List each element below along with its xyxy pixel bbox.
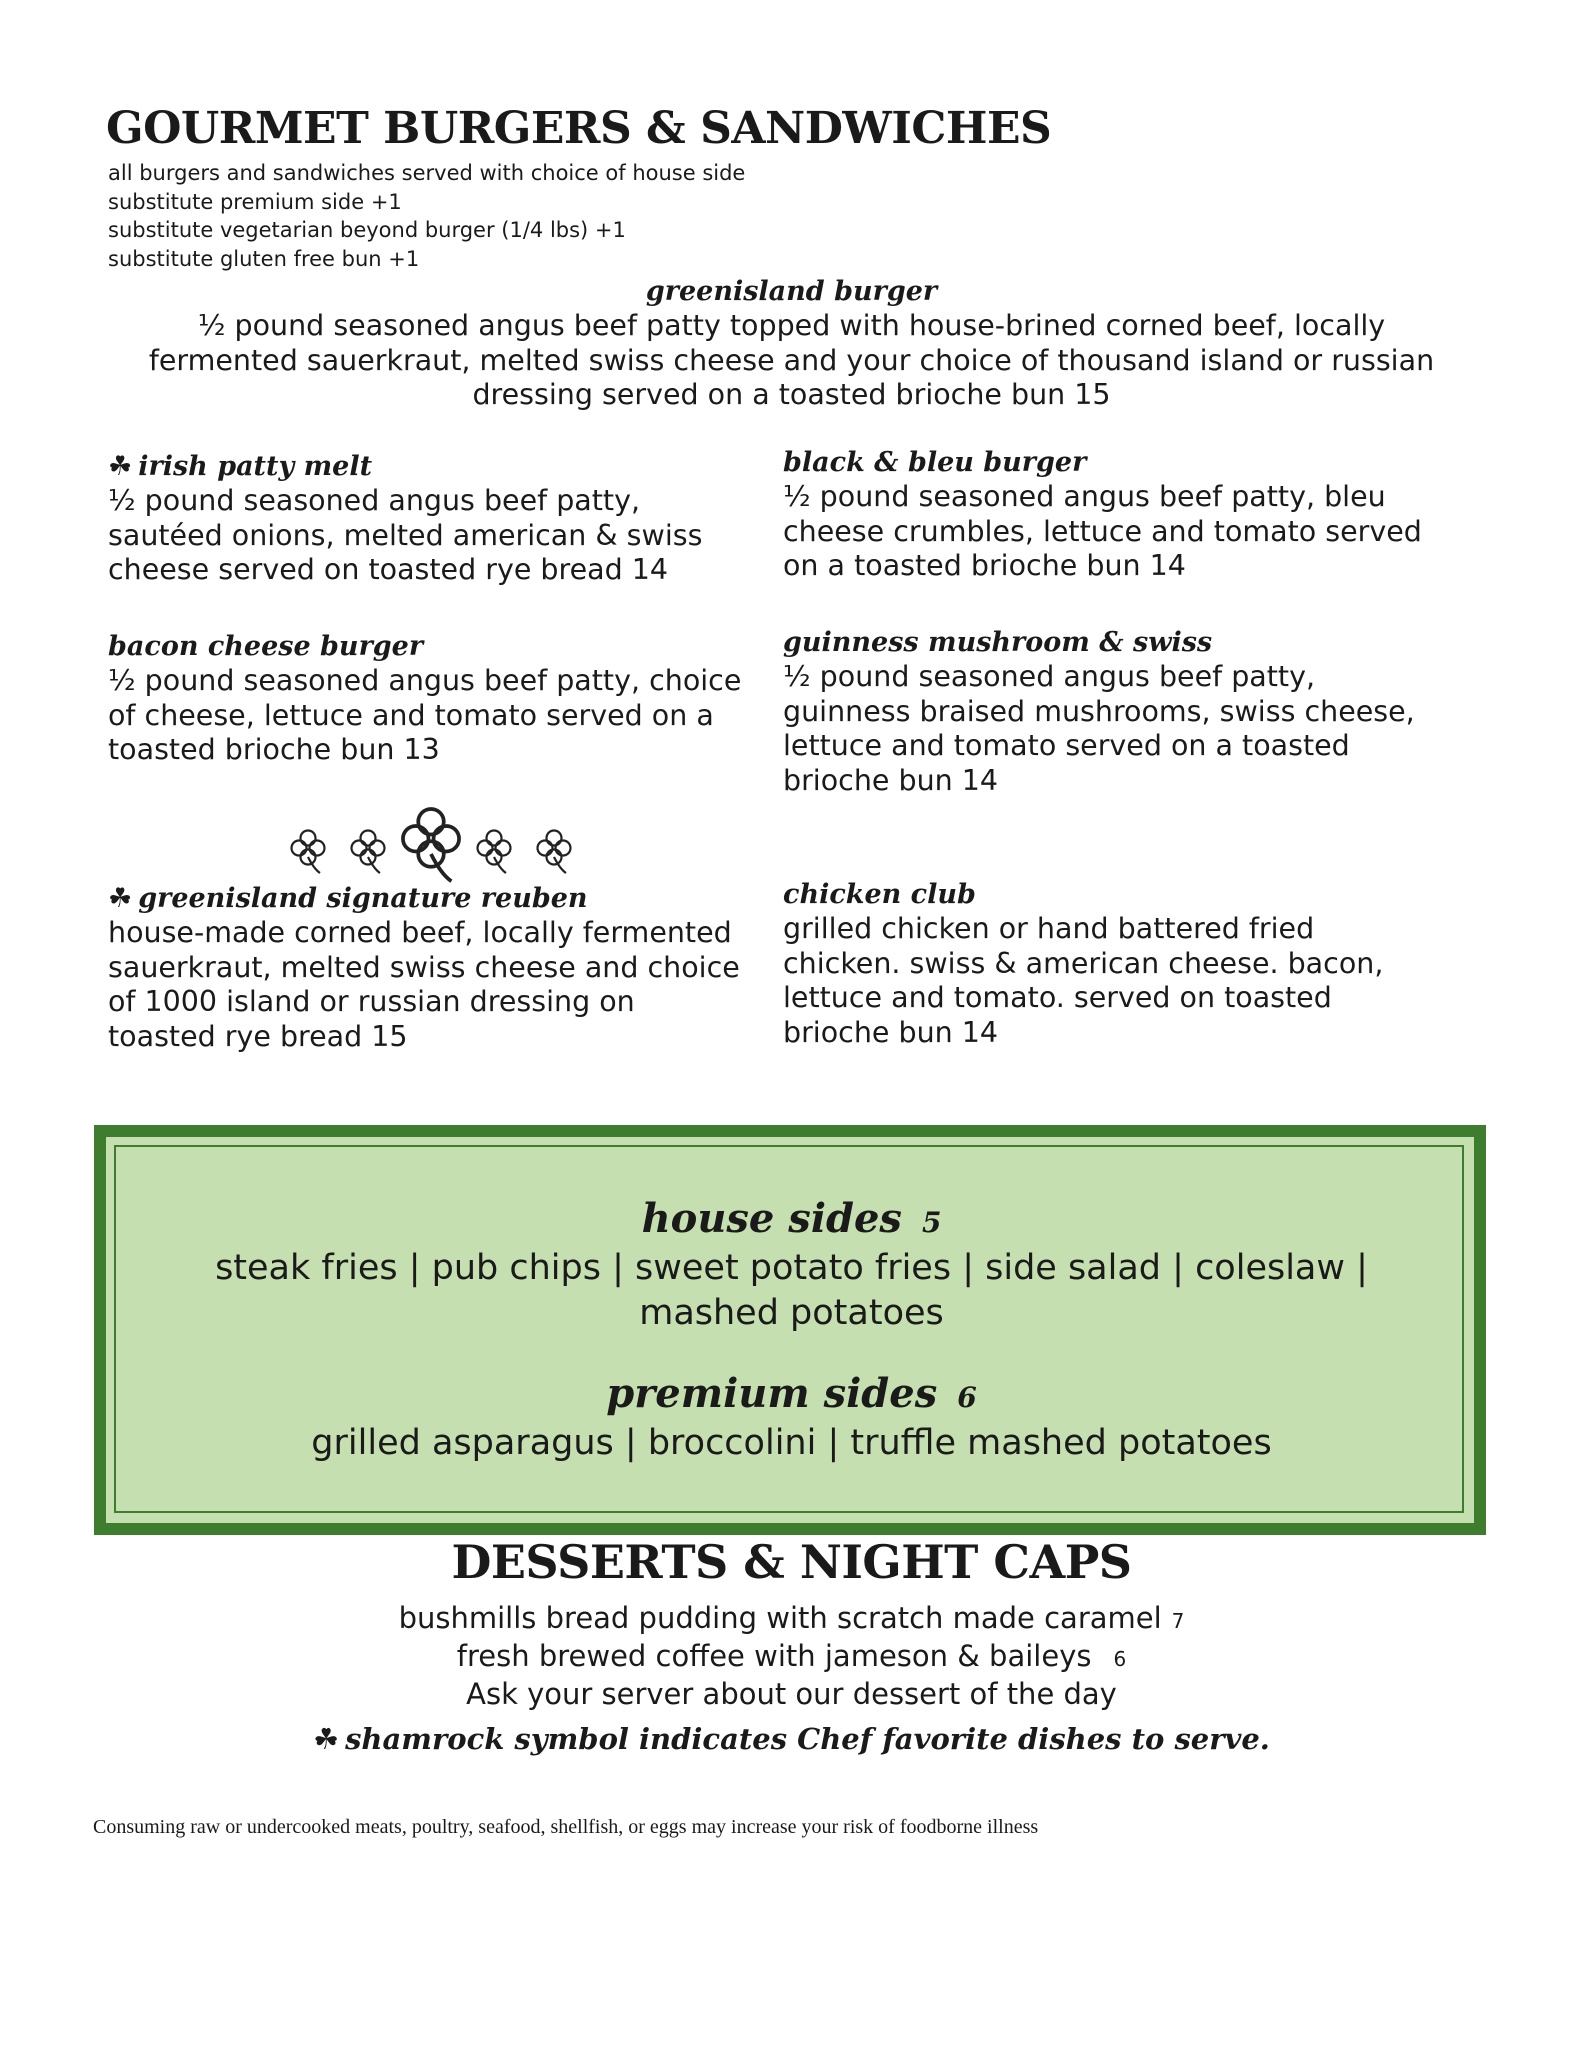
menu-item bbox=[108, 882, 748, 1054]
premium-sides-price: 6 bbox=[957, 1381, 977, 1414]
featured-item-description: ½ pound seasoned angus beef patty topped with house-brined corned beef, locally fermented sauerkraut, melted swiss cheese and your choice of thousand island or russian dressing served on a toasted brioche bun 15 bbox=[148, 309, 1435, 411]
dessert-item-price: 6 bbox=[1113, 1647, 1127, 1671]
note-line: substitute vegetarian beyond burger (1/4 lbs) +1 bbox=[108, 218, 626, 242]
dessert-of-the-day: Ask your server about our dessert of the day bbox=[466, 1677, 1117, 1711]
menu-item-description: ½ pound seasoned angus beef patty, bleu cheese crumbles, lettuce and tomato served on a toasted brioche bun 14 bbox=[783, 480, 1422, 582]
menu-item bbox=[108, 630, 748, 768]
premium-sides-title: premium sides bbox=[606, 1370, 938, 1417]
dessert-item bbox=[0, 1600, 1583, 1639]
note-line: substitute gluten free bun +1 bbox=[108, 246, 420, 271]
note-line: substitute premium side +1 bbox=[108, 189, 402, 214]
menu-item-title: irish patty melt bbox=[138, 451, 373, 482]
menu-item-description: ½ pound seasoned angus beef patty, choice of cheese, lettuce and tomato served on a toasted brioche bun 13 bbox=[108, 664, 742, 766]
menu-item-name: black & bleu burger bbox=[783, 447, 1087, 478]
premium-sides-heading bbox=[0, 1370, 1583, 1417]
house-sides-price: 5 bbox=[921, 1206, 942, 1239]
menu-item-description: ½ pound seasoned angus beef patty, guinness braised mushrooms, swiss cheese, lettuce and tomato served on a toasted brioche bun 14 bbox=[783, 660, 1415, 797]
chef-note-text: shamrock symbol indicates Chef favorite dishes to serve. bbox=[345, 1722, 1270, 1756]
food-safety-disclaimer: Consuming raw or undercooked meats, poultry, seafood, shellfish, or eggs may increase your risk of foodborne illness bbox=[93, 1816, 1039, 1838]
note-line: all burgers and sandwiches served with choice of house side bbox=[108, 161, 746, 185]
house-sides-heading bbox=[0, 1195, 1583, 1242]
section-notes bbox=[108, 159, 745, 273]
menu-item bbox=[783, 878, 1423, 1050]
house-sides-list: steak fries | pub chips | sweet potato fries | side salad | coleslaw | mashed potatoes bbox=[215, 1248, 1368, 1333]
dessert-item-price: 7 bbox=[1171, 1609, 1185, 1633]
desserts-title: DESSERTS & NIGHT CAPS bbox=[451, 1535, 1132, 1589]
menu-item-description: house-made corned beef, locally fermented sauerkraut, melted swiss cheese and choice of 1000 island or russian dressing on toasted rye bread 15 bbox=[108, 916, 740, 1053]
dessert-item-name: bushmills bread pudding with scratch made caramel bbox=[398, 1601, 1162, 1635]
chef-note bbox=[0, 1722, 1583, 1756]
menu-item bbox=[108, 450, 748, 588]
menu-item-description: ½ pound seasoned angus beef patty, sautéed onions, melted american & swiss cheese served on toasted rye bread 14 bbox=[108, 484, 703, 586]
shamrock-icon: ☘ bbox=[108, 883, 133, 914]
menu-item-name bbox=[108, 882, 748, 916]
dessert-item bbox=[0, 1638, 1583, 1677]
menu-item-title: greenisland signature reuben bbox=[138, 883, 588, 914]
menu-item bbox=[783, 446, 1423, 584]
menu-item-name: guinness mushroom & swiss bbox=[783, 627, 1213, 658]
menu-item-description: grilled chicken or hand battered fried chicken. swiss & american cheese. bacon, lettuce and tomato. served on toasted brioche bun 14 bbox=[783, 912, 1384, 1049]
menu-item-name bbox=[108, 450, 748, 484]
menu-item-name: bacon cheese burger bbox=[108, 631, 424, 662]
section-title: GOURMET BURGERS & SANDWICHES bbox=[106, 103, 1052, 154]
dessert-item-name: fresh brewed coffee with jameson & baileys bbox=[456, 1639, 1092, 1673]
premium-sides-list: grilled asparagus | broccolini | truffle mashed potatoes bbox=[311, 1423, 1272, 1463]
menu-item-name: chicken club bbox=[783, 879, 976, 910]
shamrock-icon: ☘ bbox=[313, 1722, 340, 1756]
clover-decoration-icon bbox=[280, 795, 580, 885]
house-sides-title: house sides bbox=[641, 1195, 902, 1242]
menu-item bbox=[783, 626, 1423, 798]
featured-item-name: greenisland burger bbox=[645, 276, 938, 307]
shamrock-icon: ☘ bbox=[108, 451, 133, 482]
